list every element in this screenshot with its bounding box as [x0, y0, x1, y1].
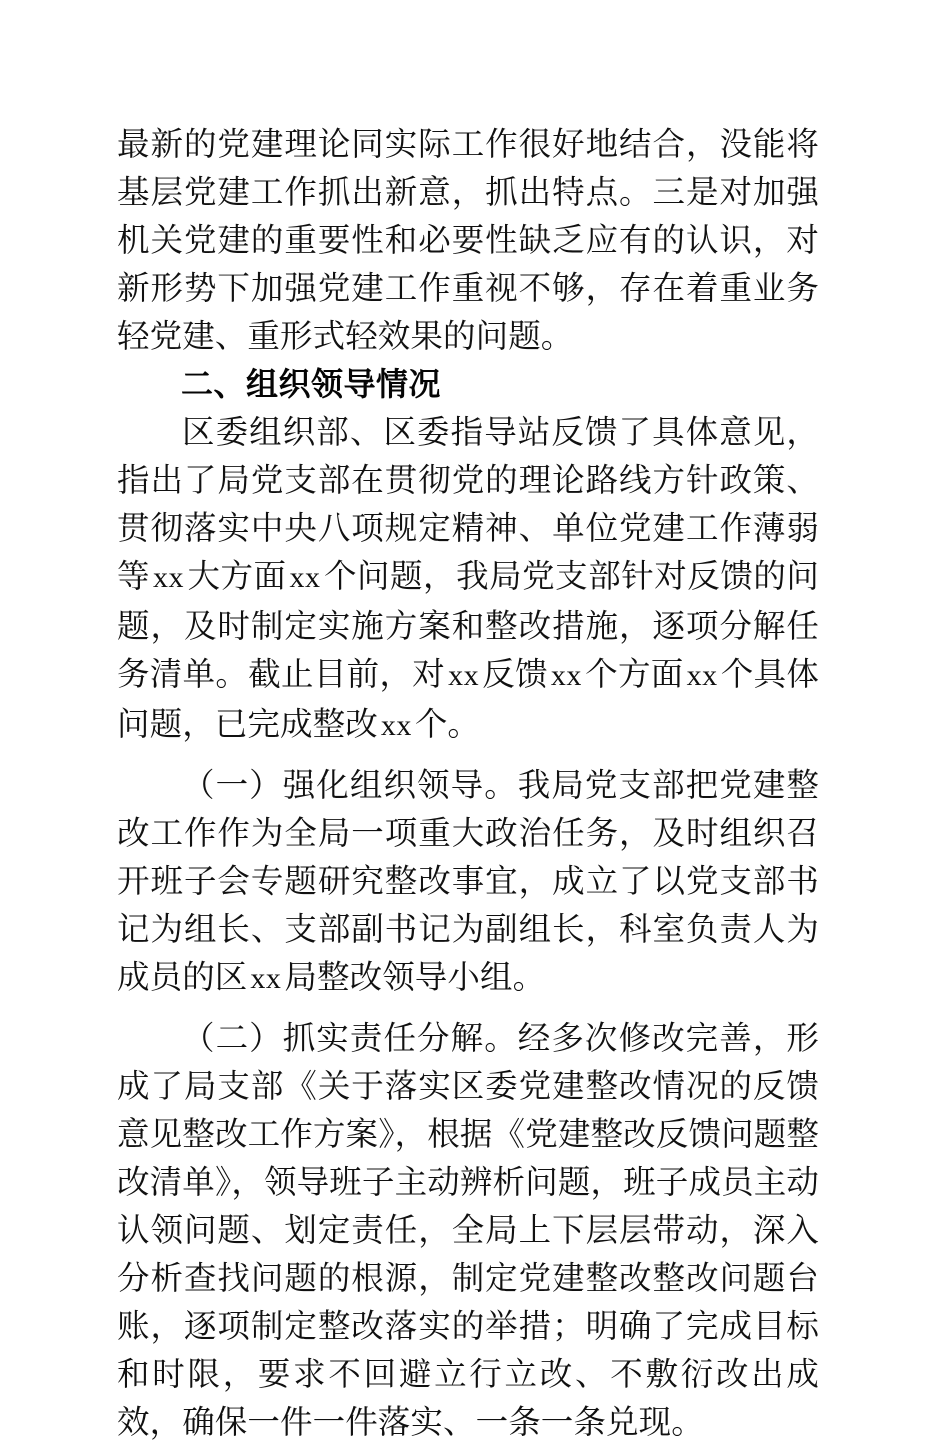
paragraph-item-one-strengthen-leadership: （一）强化组织领导。我局党支部把党建整改工作作为全局一项重大政治任务，及时组织召开班子会专题研究整改事宜，成立了以党支部书记为组长、支部副书记为副组长，科室负责人为成员的区 xx局整改领导小组。 [117, 766, 819, 996]
latin-run: xx [153, 561, 185, 594]
paragraph-intro-continued: 最新的党建理论同实际工作很好地结合，没能将基层党建工作抓出新意，抓出特点。三是对加强机关党建的重要性和必要性缺乏应有的认识，对新形势下加强党建工作重视不够，存在着重业务轻党建、重形式轻效果的问题。 [117, 125, 819, 355]
latin-run: xx [250, 962, 282, 995]
latin-run: xx [448, 659, 480, 692]
paragraph-section-two-intro: 区委组织部、区委指导站反馈了具体意见，指出了局党支部在贯彻党的理论路线方针政策、贯彻落实中央八项规定精神、单位党建工作薄弱等 xx大方面 xx个问题，我局党支部针对反馈的问题，及时制定实施方案和整改措施，逐项分解任务清单。截止目前，对 xx反馈 xx个方面 xx个具体问题，已完成整改 xx个。 [117, 413, 819, 743]
latin-run: xx [380, 709, 412, 742]
section-heading-organization-leadership: 二、组织领导情况 [181, 366, 442, 402]
latin-run: xx [550, 659, 582, 692]
latin-run: xx [289, 561, 321, 594]
paragraph-item-two-responsibility-breakdown: （二）抓实责任分解。经多次修改完善，形成了局支部《关于落实区委党建整改情况的反馈意见整改工作方案》，根据《党建整改反馈问题整改清单》，领导班子主动辨析问题，班子成员主动认领问题、划定责任，全局上下层层带动，深入分析查找问题的根源，制定党建整改整改问题台账，逐项制定整改落实的举措；明确了完成目标和时限，要求不回避立行立改、不敷衍改出成效，确保一件一件落实、一条一条兑现。 [117, 1019, 819, 1441]
document-text-column [117, 120, 819, 1446]
latin-run: xx [686, 659, 718, 692]
